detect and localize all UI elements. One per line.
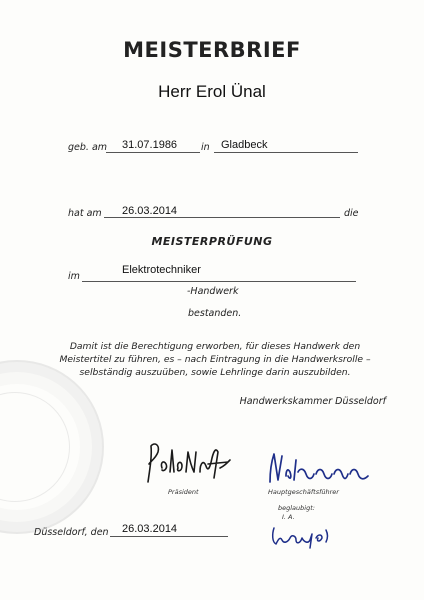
holder-name: Herr Erol Ünal bbox=[158, 82, 266, 101]
place-label: Düsseldorf, den bbox=[34, 527, 109, 538]
passed-label: hat am bbox=[68, 208, 102, 219]
certified-label: beglaubigt: bbox=[278, 504, 315, 512]
born-date: 31.07.1986 bbox=[122, 139, 178, 151]
trade-name: Elektrotechniker bbox=[122, 264, 201, 276]
article-label: die bbox=[344, 208, 359, 219]
ia-label: I. A. bbox=[282, 513, 295, 521]
passed-date-line bbox=[104, 217, 340, 218]
entitlement-paragraph: Damit ist die Berechtigung erworben, für dieses Handwerk den Meistertitel zu führen, es – nach Eintragung in die Handwerksrolle – selbständig auszuüben, sowie Lehrlinge darin auszubilden. bbox=[59, 341, 371, 378]
issue-date: 26.03.2014 bbox=[122, 523, 178, 535]
birthplace-line bbox=[214, 152, 358, 153]
born-label: geb. am bbox=[68, 142, 108, 153]
manager-signature bbox=[264, 446, 384, 490]
issue-date-line bbox=[110, 536, 228, 537]
in-label: in bbox=[201, 142, 210, 153]
birthplace: Gladbeck bbox=[221, 139, 268, 151]
born-date-line bbox=[106, 152, 200, 153]
trade-line bbox=[82, 281, 356, 282]
trade-suffix: -Handwerk bbox=[187, 286, 239, 297]
passed-date: 26.03.2014 bbox=[122, 205, 178, 217]
certifier-signature bbox=[268, 520, 348, 550]
president-signature bbox=[142, 438, 242, 490]
passed-word: bestanden. bbox=[188, 308, 242, 319]
exam-title: MEISTERPRÜFUNG bbox=[151, 235, 273, 248]
president-label: Präsident bbox=[168, 488, 199, 496]
trade-prefix: im bbox=[68, 271, 80, 282]
issuer-name: Handwerkskammer Düsseldorf bbox=[239, 396, 386, 407]
manager-label: Hauptgeschäftsführer bbox=[268, 488, 339, 496]
certificate-title: MEISTERBRIEF bbox=[123, 38, 301, 62]
